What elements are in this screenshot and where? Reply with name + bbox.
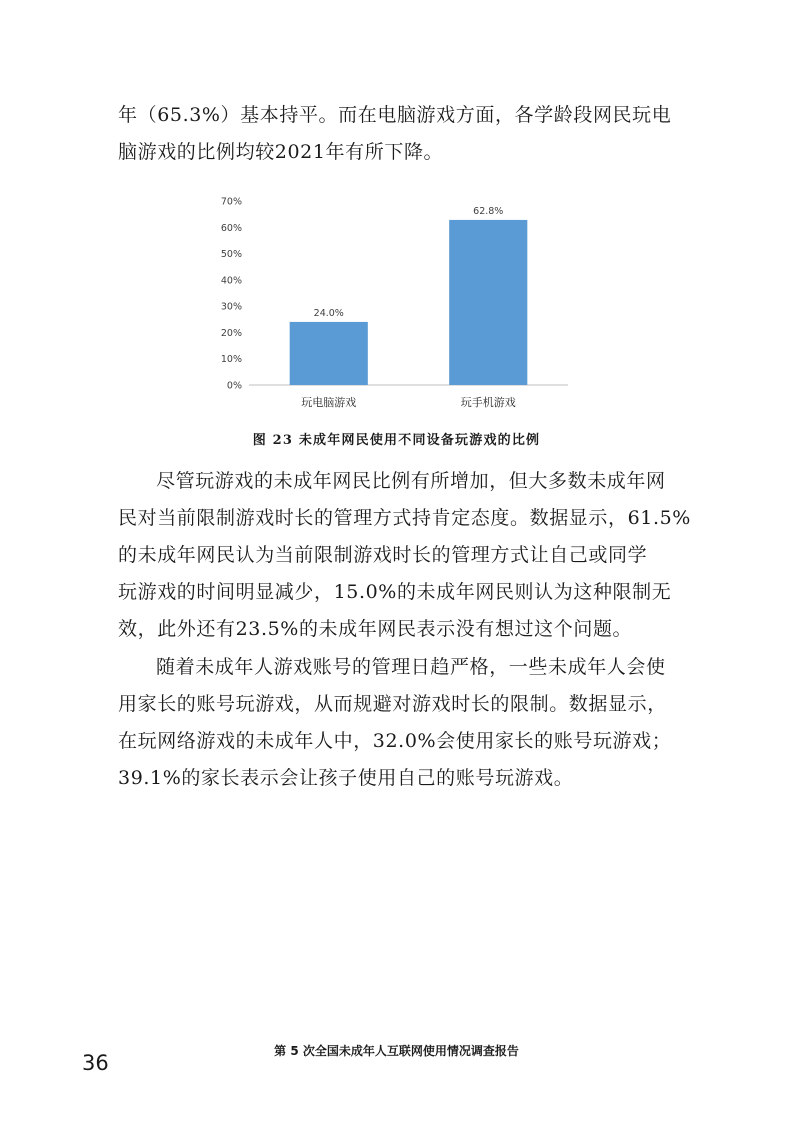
y-tick-label: 10% bbox=[220, 354, 242, 366]
paragraph-line: 用家长的账号玩游戏，从而规避对游戏时长的限制。数据显示， bbox=[118, 693, 667, 715]
y-axis bbox=[221, 197, 242, 392]
paragraph-line: 尽管玩游戏的未成年网民比例有所增加，但大多数未成年网 bbox=[156, 470, 666, 492]
bar bbox=[290, 322, 368, 385]
y-tick-label: 60% bbox=[220, 222, 242, 234]
page-number: 36 bbox=[82, 1051, 109, 1075]
x-axis bbox=[301, 395, 516, 409]
paragraph-line: 39.1%的家长表示会让孩子使用自己的账号玩游戏。 bbox=[118, 767, 574, 789]
bar bbox=[449, 220, 527, 385]
y-tick-label: 70% bbox=[220, 196, 242, 208]
bar-chart bbox=[200, 186, 585, 421]
y-tick-label: 40% bbox=[220, 275, 242, 287]
y-tick-label: 0% bbox=[226, 380, 242, 392]
y-tick-label: 50% bbox=[220, 249, 242, 261]
paragraph-line: 效，此外还有23.5%的未成年网民表示没有想过这个问题。 bbox=[118, 618, 633, 640]
paragraph-line: 的未成年网民认为当前限制游戏时长的管理方式让自己或同学 bbox=[118, 544, 648, 566]
data-label: 62.8% bbox=[473, 205, 504, 217]
report-title: 第 5 次全国未成年人互联网使用情况调查报告 bbox=[274, 1044, 519, 1058]
paragraph-line: 随着未成年人游戏账号的管理日趋严格，一些未成年人会使 bbox=[156, 656, 666, 678]
intro-line: 脑游戏的比例均较2021年有所下降。 bbox=[118, 141, 444, 163]
paragraph-2 bbox=[118, 649, 678, 797]
paragraph-line: 玩游戏的时间明显减少，15.0%的未成年网民则认为这种限制无 bbox=[118, 581, 672, 603]
paragraph-line: 在玩网络游戏的未成年人中，32.0%会使用家长的账号玩游戏； bbox=[118, 730, 672, 752]
y-tick-label: 20% bbox=[220, 327, 242, 339]
bars bbox=[290, 206, 528, 385]
intro-paragraph bbox=[118, 97, 678, 171]
data-label: 24.0% bbox=[313, 307, 344, 319]
intro-line: 年（65.3%）基本持平。而在电脑游戏方面，各学龄段网民玩电 bbox=[118, 104, 672, 126]
x-tick-label: 玩电脑游戏 bbox=[301, 396, 357, 409]
y-tick-label: 30% bbox=[220, 301, 242, 313]
figure-caption: 图 23 未成年网民使用不同设备玩游戏的比例 bbox=[252, 433, 541, 448]
paragraph-line: 民对当前限制游戏时长的管理方式持肯定态度。数据显示，61.5% bbox=[118, 507, 691, 529]
x-tick-label: 玩手机游戏 bbox=[460, 396, 516, 409]
paragraph-1 bbox=[118, 463, 691, 648]
